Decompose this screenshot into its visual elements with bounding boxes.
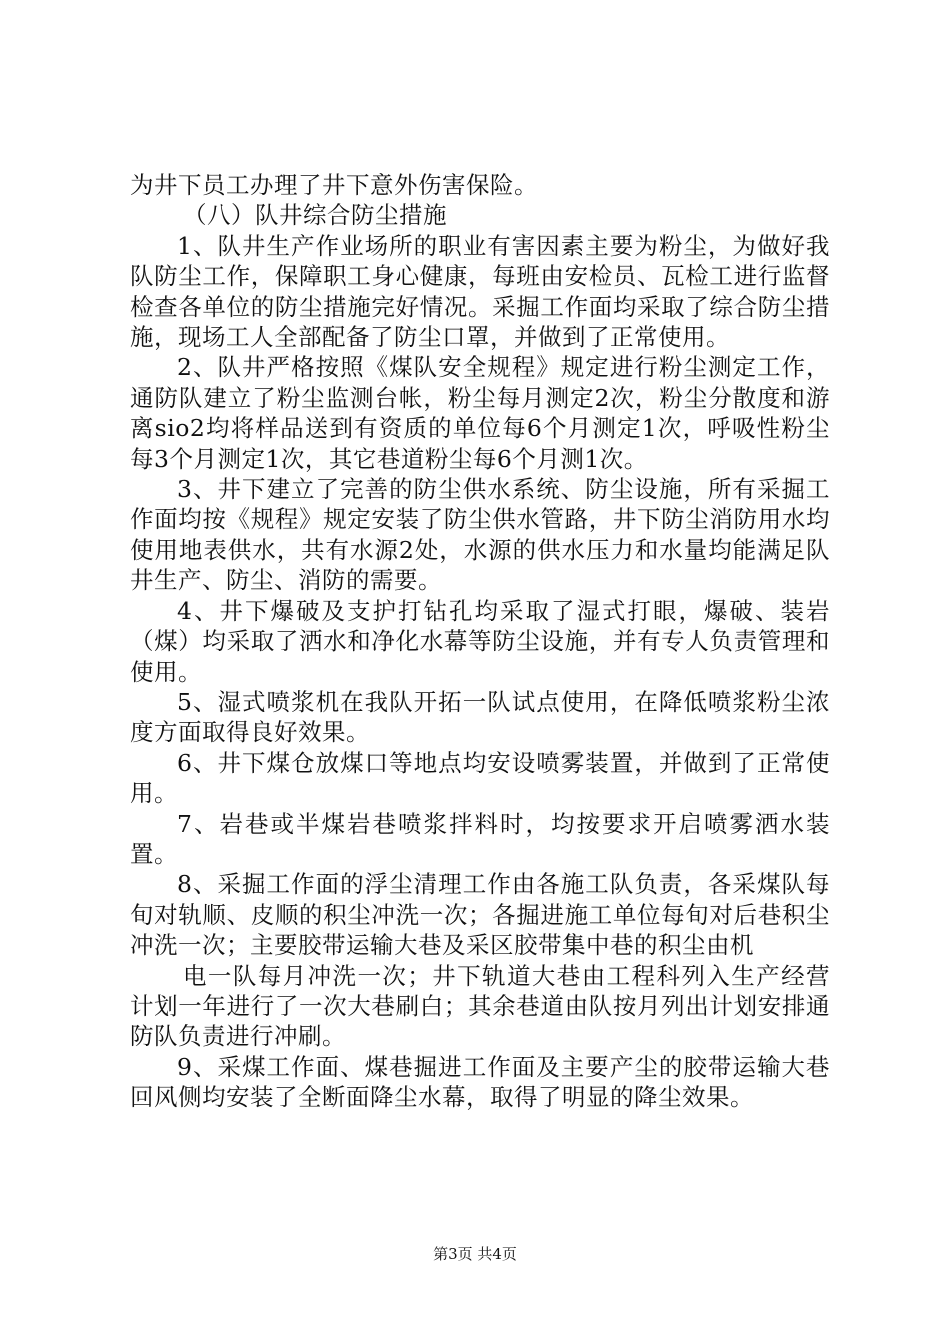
paragraph-item-7: 7、岩巷或半煤岩巷喷浆拌料时，均按要求开启喷雾洒水装置。 [130, 809, 830, 868]
paragraph-item-5: 5、湿式喷浆机在我队开拓一队试点使用，在降低喷浆粉尘浓度方面取得良好效果。 [130, 687, 830, 747]
page-footer [0, 1244, 950, 1264]
paragraph-item-8: 8、采掘工作面的浮尘清理工作由各施工队负责，各采煤队每旬对轨顺、皮顺的积尘冲洗一次；各掘进施工单位每旬对后巷积尘冲洗一次；主要胶带运输大巷及采区胶带集中巷的积尘由机 [130, 870, 830, 960]
paragraph-item-1: 1、队井生产作业场所的职业有害因素主要为粉尘，为做好我队防尘工作，保障职工身心健康，每班由安检员、瓦检工进行监督检查各单位的防尘措施完好情况。采掘工作面均采取了综合防尘措施，现场工人全部配备了防尘口罩，并做到了正常使用。 [130, 231, 830, 352]
document-body [130, 170, 830, 1113]
section-heading: （八）队井综合防尘措施 [183, 201, 447, 230]
paragraph-item-2: 2、队井严格按照《煤队安全规程》规定进行粉尘测定工作，通防队建立了粉尘监测台帐，粉尘每月测定2次，粉尘分散度和游离sio2均将样品送到有资质的单位每6个月测定1次，呼吸性粉尘每3个月测定1次，其它巷道粉尘每6个月测1次。 [130, 353, 830, 473]
paragraph-item-8-continued: 电一队每月冲洗一次；井下轨道大巷由工程科列入生产经营计划一年进行了一次大巷刷白；其余巷道由队按月列出计划安排通防队负责进行冲刷。 [130, 961, 830, 1051]
paragraph-item-9: 9、采煤工作面、煤巷掘进工作面及主要产尘的胶带运输大巷回风侧均安装了全断面降尘水幕，取得了明显的降尘效果。 [130, 1052, 830, 1112]
paragraph-item-3: 3、井下建立了完善的防尘供水系统、防尘设施，所有采掘工作面均按《规程》规定安装了防尘供水管路，井下防尘消防用水均使用地表供水，共有水源2处，水源的供水压力和水量均能满足队井生产、防尘、消防的需要。 [130, 475, 830, 595]
page-number-label: 第3页 共4页 [433, 1245, 517, 1263]
paragraph-item-4: 4、井下爆破及支护打钻孔均采取了湿式打眼，爆破、装岩（煤）均采取了洒水和净化水幕等防尘设施，并有专人负责管理和使用。 [130, 596, 830, 686]
paragraph-1: 为井下员工办理了井下意外伤害保险。 [130, 171, 538, 199]
paragraph-item-6: 6、井下煤仓放煤口等地点均安设喷雾装置，并做到了正常使用。 [130, 748, 830, 808]
